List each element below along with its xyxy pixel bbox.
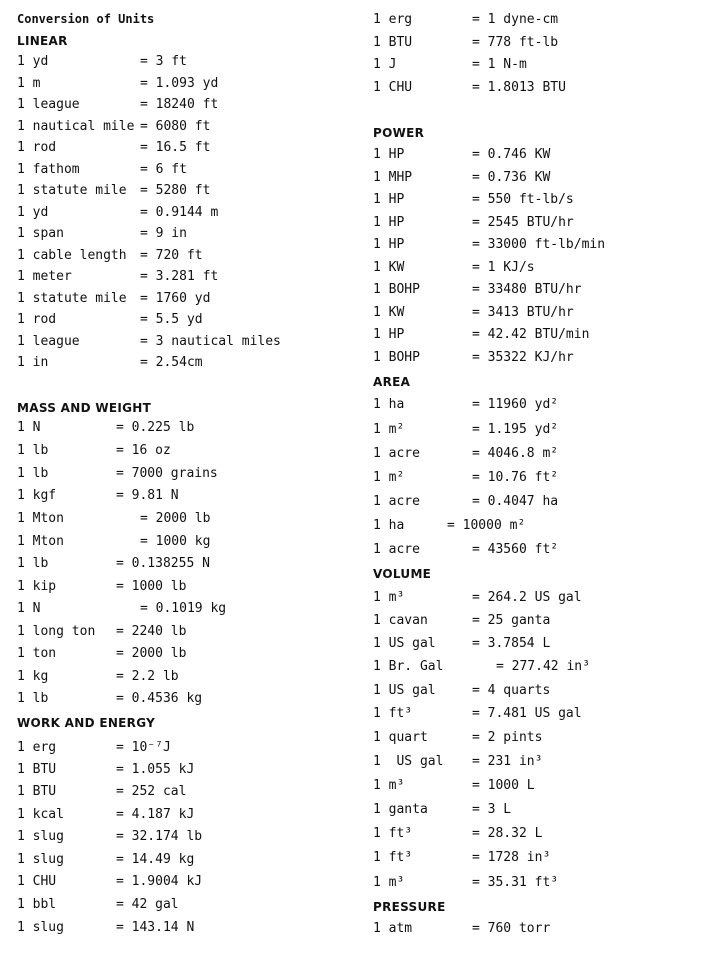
section-heading-work: WORK AND ENERGY: [17, 716, 156, 730]
mass-lhs: 1 kgf: [17, 488, 57, 503]
section-heading-linear: LINEAR: [17, 34, 68, 48]
power-rhs: = 3413 BTU/hr: [472, 305, 574, 320]
energy-lhs: 1 J: [373, 57, 397, 72]
energy-rhs: = 1.8013 BTU: [472, 80, 566, 95]
area-rhs: = 10.76 ft²: [472, 470, 559, 485]
power-lhs: 1 HP: [373, 147, 405, 162]
volume-rhs: = 25 ganta: [472, 613, 551, 628]
power-lhs: 1 BOHP: [373, 282, 420, 297]
area-lhs: 1 acre: [373, 542, 420, 557]
volume-lhs: 1 US gal: [373, 754, 444, 769]
volume-lhs: 1 ft³: [373, 826, 413, 841]
linear-lhs: 1 m: [17, 76, 41, 91]
volume-rhs: = 1000 L: [472, 778, 535, 793]
volume-lhs: 1 ganta: [373, 802, 428, 817]
energy-lhs: 1 BTU: [373, 35, 413, 50]
area-lhs: 1 m²: [373, 422, 405, 437]
area-rhs: = 10000 m²: [447, 518, 526, 533]
linear-rhs: = 3.281 ft: [140, 269, 219, 284]
section-heading-volume: VOLUME: [373, 567, 432, 581]
mass-rhs: = 7000 grains: [116, 466, 218, 481]
linear-lhs: 1 rod: [17, 312, 57, 327]
mass-lhs: 1 long ton: [17, 624, 96, 639]
mass-lhs: 1 lb: [17, 443, 49, 458]
linear-lhs: 1 fathom: [17, 162, 80, 177]
area-rhs: = 4046.8 m²: [472, 446, 559, 461]
linear-rhs: = 0.9144 m: [140, 205, 219, 220]
work-lhs: 1 bbl: [17, 897, 57, 912]
mass-lhs: 1 kip: [17, 579, 57, 594]
area-rhs: = 43560 ft²: [472, 542, 559, 557]
linear-lhs: 1 nautical mile: [17, 119, 135, 134]
section-heading-mass: MASS AND WEIGHT: [17, 401, 152, 415]
work-lhs: 1 CHU: [17, 874, 57, 889]
volume-rhs: = 277.42 in³: [496, 659, 590, 674]
volume-rhs: = 3.7854 L: [472, 636, 551, 651]
mass-lhs: 1 N: [17, 601, 41, 616]
volume-rhs: = 7.481 US gal: [472, 706, 582, 721]
area-lhs: 1 m²: [373, 470, 405, 485]
work-rhs: = 4.187 kJ: [116, 807, 195, 822]
power-lhs: 1 HP: [373, 237, 405, 252]
work-rhs: = 14.49 kg: [116, 852, 195, 867]
work-rhs: = 143.14 N: [116, 920, 195, 935]
linear-rhs: = 1760 yd: [140, 291, 211, 306]
area-lhs: 1 acre: [373, 494, 420, 509]
linear-lhs: 1 meter: [17, 269, 72, 284]
work-rhs: = 10⁻⁷J: [116, 740, 171, 755]
power-lhs: 1 MHP: [373, 170, 413, 185]
area-rhs: = 1.195 yd²: [472, 422, 559, 437]
linear-rhs: = 2.54cm: [140, 355, 203, 370]
page-title: Conversion of Units: [17, 12, 155, 26]
power-lhs: 1 HP: [373, 327, 405, 342]
mass-lhs: 1 lb: [17, 556, 49, 571]
work-lhs: 1 BTU: [17, 784, 57, 799]
mass-lhs: 1 lb: [17, 691, 49, 706]
mass-rhs: = 2000 lb: [116, 646, 187, 661]
linear-lhs: 1 league: [17, 97, 80, 112]
linear-rhs: = 720 ft: [140, 248, 203, 263]
volume-lhs: 1 m³: [373, 590, 405, 605]
linear-rhs: = 6 ft: [140, 162, 187, 177]
volume-lhs: 1 m³: [373, 778, 405, 793]
energy-rhs: = 1 dyne-cm: [472, 12, 559, 27]
volume-lhs: 1 US gal: [373, 683, 436, 698]
volume-rhs: = 3 L: [472, 802, 512, 817]
energy-rhs: = 778 ft-lb: [472, 35, 559, 50]
mass-lhs: 1 Mton: [17, 534, 64, 549]
volume-rhs: = 28.32 L: [472, 826, 543, 841]
power-rhs: = 0.736 KW: [472, 170, 551, 185]
volume-lhs: 1 cavan: [373, 613, 428, 628]
linear-rhs: = 18240 ft: [140, 97, 219, 112]
volume-lhs: 1 US gal: [373, 636, 436, 651]
volume-lhs: 1 quart: [373, 730, 428, 745]
area-rhs: = 0.4047 ha: [472, 494, 559, 509]
linear-lhs: 1 in: [17, 355, 49, 370]
energy-rhs: = 1 N-m: [472, 57, 527, 72]
power-lhs: 1 HP: [373, 192, 405, 207]
mass-rhs: = 0.138255 N: [116, 556, 210, 571]
linear-lhs: 1 statute mile: [17, 291, 127, 306]
work-rhs: = 1.9004 kJ: [116, 874, 203, 889]
work-lhs: 1 BTU: [17, 762, 57, 777]
work-lhs: 1 slug: [17, 852, 64, 867]
volume-rhs: = 231 in³: [472, 754, 543, 769]
linear-lhs: 1 span: [17, 226, 64, 241]
mass-rhs: = 9.81 N: [116, 488, 179, 503]
volume-rhs: = 4 quarts: [472, 683, 551, 698]
linear-lhs: 1 yd: [17, 54, 49, 69]
mass-rhs: = 2240 lb: [116, 624, 187, 639]
area-lhs: 1 acre: [373, 446, 420, 461]
power-rhs: = 33000 ft-lb/min: [472, 237, 606, 252]
linear-lhs: 1 statute mile: [17, 183, 127, 198]
volume-lhs: 1 m³: [373, 875, 405, 890]
mass-rhs: = 0.4536 kg: [116, 691, 203, 706]
linear-lhs: 1 yd: [17, 205, 49, 220]
work-lhs: 1 slug: [17, 920, 64, 935]
work-lhs: 1 slug: [17, 829, 64, 844]
volume-rhs: = 35.31 ft³: [472, 875, 559, 890]
section-heading-area: AREA: [373, 375, 411, 389]
area-lhs: 1 ha: [373, 518, 405, 533]
volume-rhs: = 1728 in³: [472, 850, 551, 865]
mass-rhs: = 0.225 lb: [116, 420, 195, 435]
power-rhs: = 2545 BTU/hr: [472, 215, 574, 230]
work-rhs: = 32.174 lb: [116, 829, 203, 844]
section-heading-power: POWER: [373, 126, 425, 140]
work-lhs: 1 kcal: [17, 807, 64, 822]
mass-rhs: = 2.2 lb: [116, 669, 179, 684]
linear-rhs: = 6080 ft: [140, 119, 211, 134]
volume-lhs: 1 Br. Gal: [373, 659, 444, 674]
power-rhs: = 33480 BTU/hr: [472, 282, 582, 297]
power-rhs: = 550 ft-lb/s: [472, 192, 574, 207]
linear-rhs: = 3 nautical miles: [140, 334, 281, 349]
power-lhs: 1 HP: [373, 215, 405, 230]
mass-lhs: 1 ton: [17, 646, 57, 661]
mass-lhs: 1 kg: [17, 669, 49, 684]
power-rhs: = 35322 KJ/hr: [472, 350, 574, 365]
linear-lhs: 1 league: [17, 334, 80, 349]
volume-lhs: 1 ft³: [373, 850, 413, 865]
mass-rhs: = 1000 kg: [140, 534, 211, 549]
linear-lhs: 1 rod: [17, 140, 57, 155]
mass-lhs: 1 lb: [17, 466, 49, 481]
mass-lhs: 1 Mton: [17, 511, 64, 526]
volume-lhs: 1 ft³: [373, 706, 413, 721]
section-heading-pressure: PRESSURE: [373, 900, 446, 914]
work-lhs: 1 erg: [17, 740, 57, 755]
mass-rhs: = 16 oz: [116, 443, 171, 458]
work-rhs: = 252 cal: [116, 784, 187, 799]
power-lhs: 1 KW: [373, 305, 405, 320]
linear-rhs: = 16.5 ft: [140, 140, 211, 155]
linear-lhs: 1 cable length: [17, 248, 127, 263]
linear-rhs: = 5.5 yd: [140, 312, 203, 327]
power-rhs: = 0.746 KW: [472, 147, 551, 162]
energy-lhs: 1 erg: [373, 12, 413, 27]
area-rhs: = 11960 yd²: [472, 397, 559, 412]
mass-lhs: 1 N: [17, 420, 41, 435]
pressure-lhs: 1 atm: [373, 921, 413, 936]
area-lhs: 1 ha: [373, 397, 405, 412]
energy-lhs: 1 CHU: [373, 80, 413, 95]
work-rhs: = 1.055 kJ: [116, 762, 195, 777]
linear-rhs: = 1.093 yd: [140, 76, 219, 91]
power-lhs: 1 KW: [373, 260, 405, 275]
linear-rhs: = 3 ft: [140, 54, 187, 69]
linear-rhs: = 9 in: [140, 226, 187, 241]
mass-rhs: = 1000 lb: [116, 579, 187, 594]
linear-rhs: = 5280 ft: [140, 183, 211, 198]
volume-rhs: = 2 pints: [472, 730, 543, 745]
power-rhs: = 1 KJ/s: [472, 260, 535, 275]
mass-rhs: = 0.1019 kg: [140, 601, 227, 616]
mass-rhs: = 2000 lb: [140, 511, 211, 526]
power-lhs: 1 BOHP: [373, 350, 420, 365]
volume-rhs: = 264.2 US gal: [472, 590, 582, 605]
work-rhs: = 42 gal: [116, 897, 179, 912]
power-rhs: = 42.42 BTU/min: [472, 327, 590, 342]
pressure-rhs: = 760 torr: [472, 921, 551, 936]
